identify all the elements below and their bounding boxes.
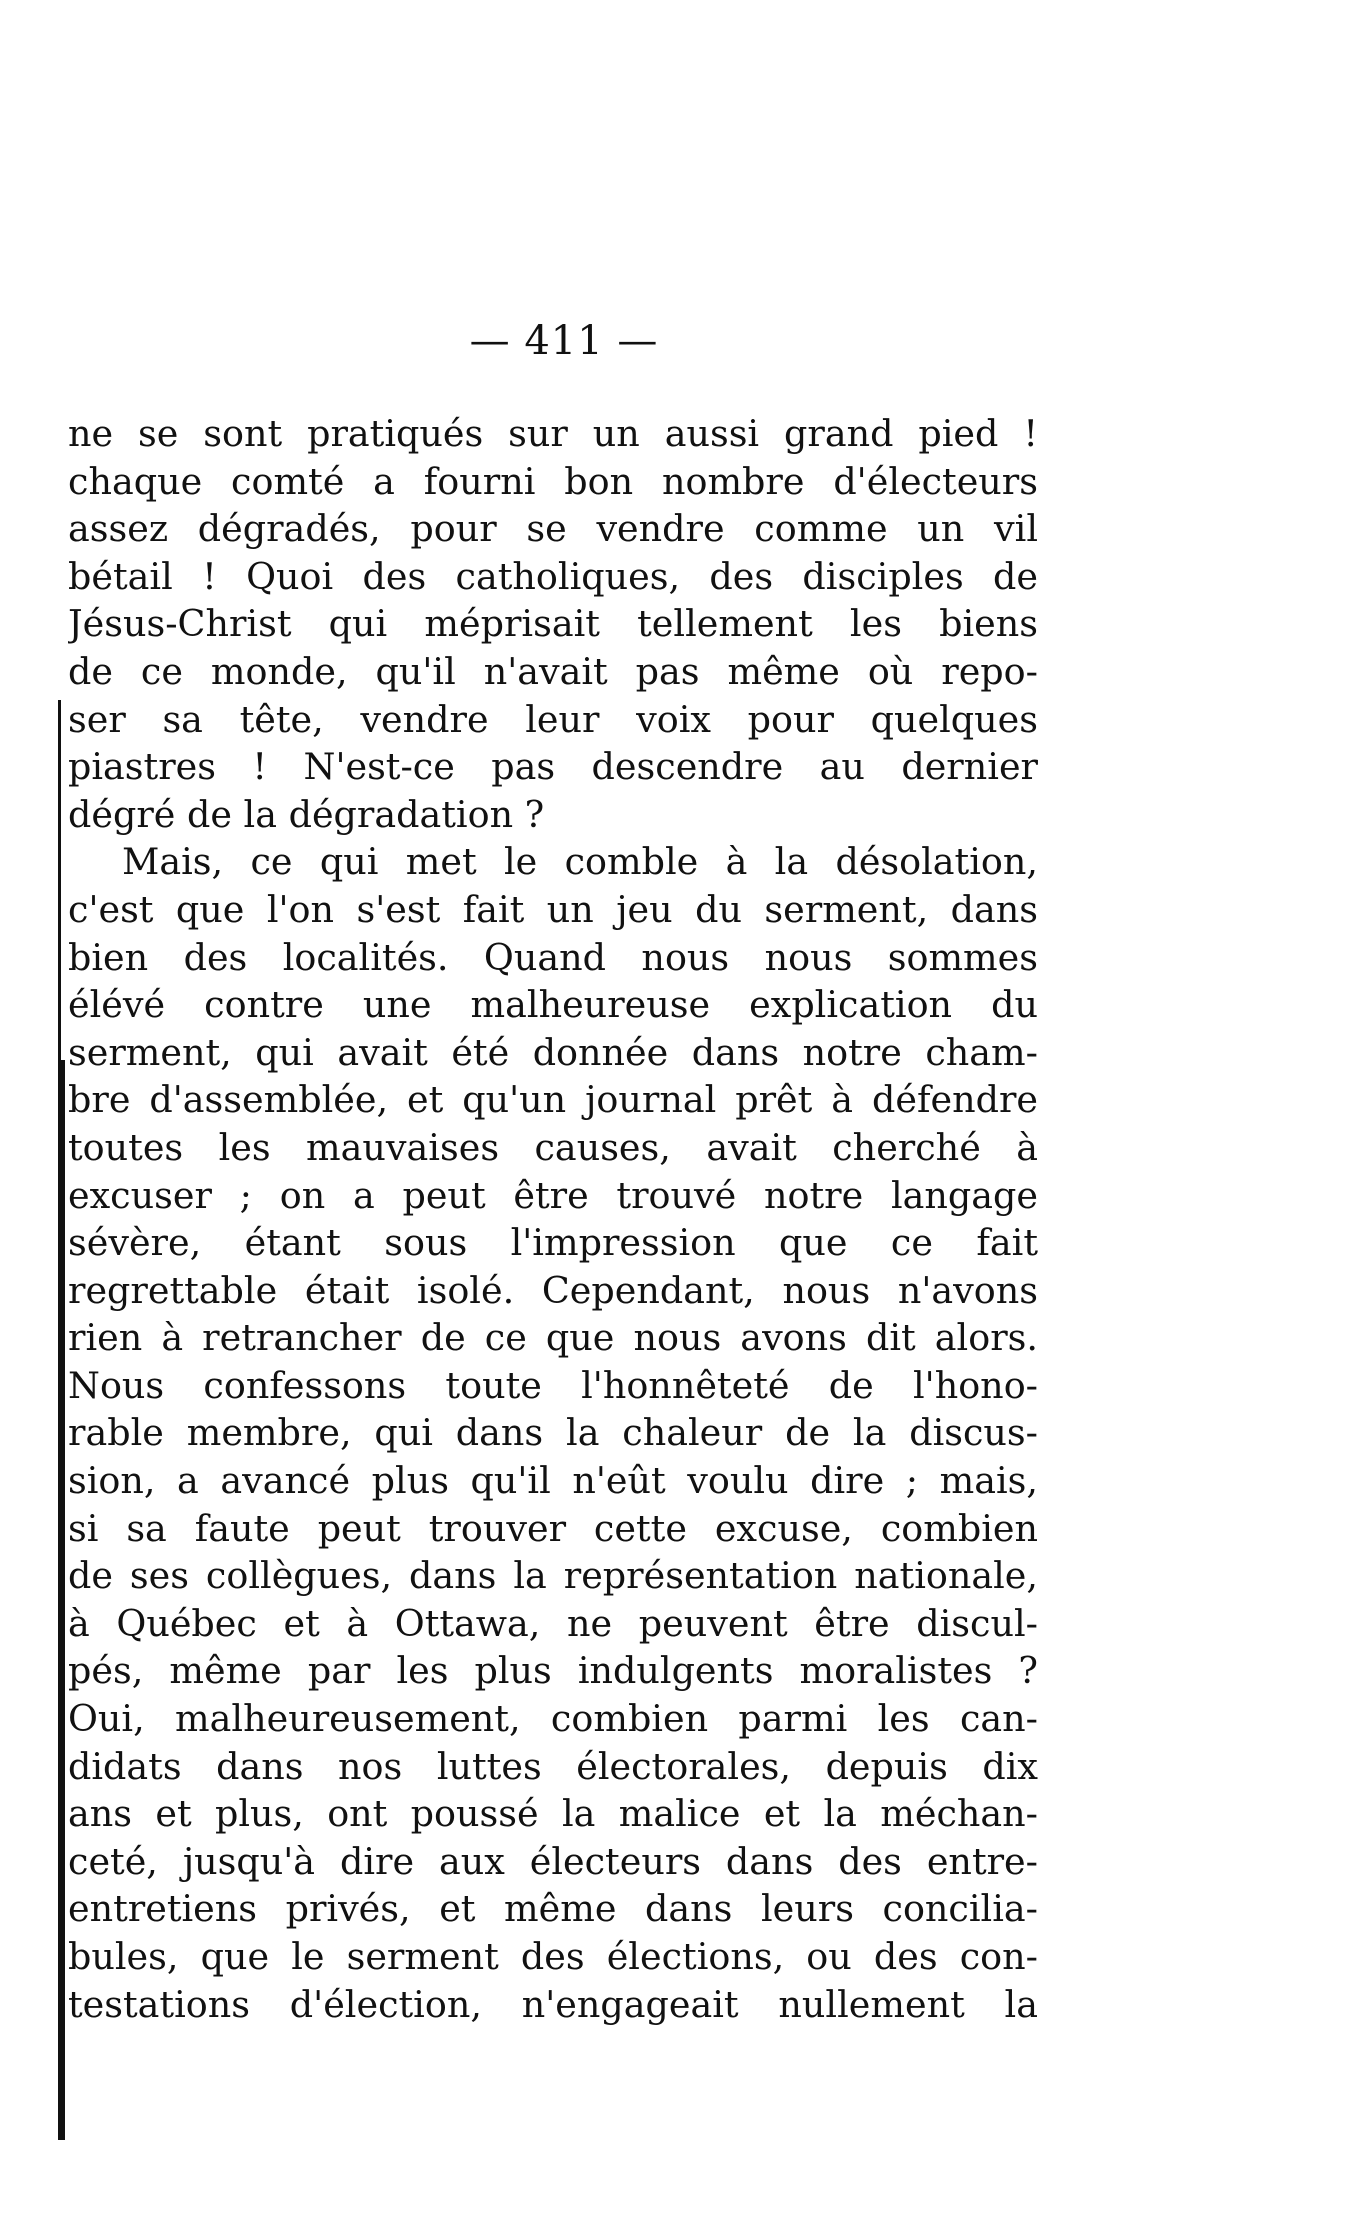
body-text <box>68 410 1038 2028</box>
text-line: regrettable était isolé. Cependant, nous n'avons <box>68 1268 1038 1312</box>
text-line: sion, a avancé plus qu'il n'eût voulu dire ; mais, <box>68 1459 1038 1503</box>
text-line: bre d'assemblée, et qu'un journal prêt à défendre <box>68 1078 1038 1122</box>
text-line: excuser ; on a peut être trouvé notre langage <box>68 1173 1038 1217</box>
text-line: Mais, ce qui met le comble à la désolation, <box>122 840 1038 884</box>
text-line: de ses collègues, dans la représentation nationale, <box>68 1554 1038 1598</box>
text-line: Oui, malheureusement, combien parmi les can- <box>68 1697 1038 1741</box>
text-line: bien des localités. Quand nous nous sommes <box>68 935 1038 979</box>
text-line: ans et plus, ont poussé la malice et la méchan- <box>68 1792 1038 1836</box>
text-line: Nous confessons toute l'honnêteté de l'hono- <box>68 1363 1038 1407</box>
text-line: piastres ! N'est-ce pas descendre au dernier <box>68 745 1038 789</box>
text-line: rable membre, qui dans la chaleur de la discus- <box>68 1411 1038 1455</box>
text-line: didats dans nos luttes électorales, depuis dix <box>68 1744 1038 1788</box>
text-line: Jésus-Christ qui méprisait tellement les biens <box>68 602 1038 646</box>
text-line: chaque comté a fourni bon nombre d'électeurs <box>68 459 1038 503</box>
text-line: entretiens privés, et même dans leurs concilia- <box>68 1887 1038 1931</box>
text-line: testations d'élection, n'engageait nullement la <box>68 1982 1038 2026</box>
text-line: élévé contre une malheureuse explication du <box>68 983 1038 1027</box>
text-line: si sa faute peut trouver cette excuse, combien <box>68 1506 1038 1550</box>
text-line: dégré de la dégradation ? <box>68 792 545 836</box>
text-line: ser sa tête, vendre leur voix pour quelques <box>68 697 1038 741</box>
text-line: toutes les mauvaises causes, avait cherché à <box>68 1125 1038 1169</box>
text-line: sévère, étant sous l'impression que ce fait <box>68 1221 1038 1265</box>
text-line: serment, qui avait été donnée dans notre cham- <box>68 1030 1038 1074</box>
text-line: rien à retrancher de ce que nous avons dit alors. <box>68 1316 1038 1360</box>
text-line: pés, même par les plus indulgents moralistes ? <box>68 1649 1038 1693</box>
text-line: bules, que le serment des élections, ou des con- <box>68 1935 1038 1978</box>
text-line: de ce monde, qu'il n'avait pas même où repo- <box>68 649 1038 693</box>
text-line: c'est que l'on s'est fait un jeu du serment, dans <box>68 887 1038 931</box>
text-line: à Québec et à Ottawa, ne peuvent être discul- <box>68 1601 1038 1645</box>
margin-rule <box>58 700 61 1060</box>
text-line: assez dégradés, pour se vendre comme un vil <box>68 507 1038 551</box>
text-line: bétail ! Quoi des catholiques, des disciples de <box>68 554 1038 598</box>
text-line: ceté, jusqu'à dire aux électeurs dans des entre- <box>68 1839 1038 1883</box>
page-number: — 411 — <box>469 318 659 364</box>
margin-rule <box>58 1060 65 2140</box>
text-line: ne se sont pratiqués sur un aussi grand pied ! <box>68 412 1038 455</box>
